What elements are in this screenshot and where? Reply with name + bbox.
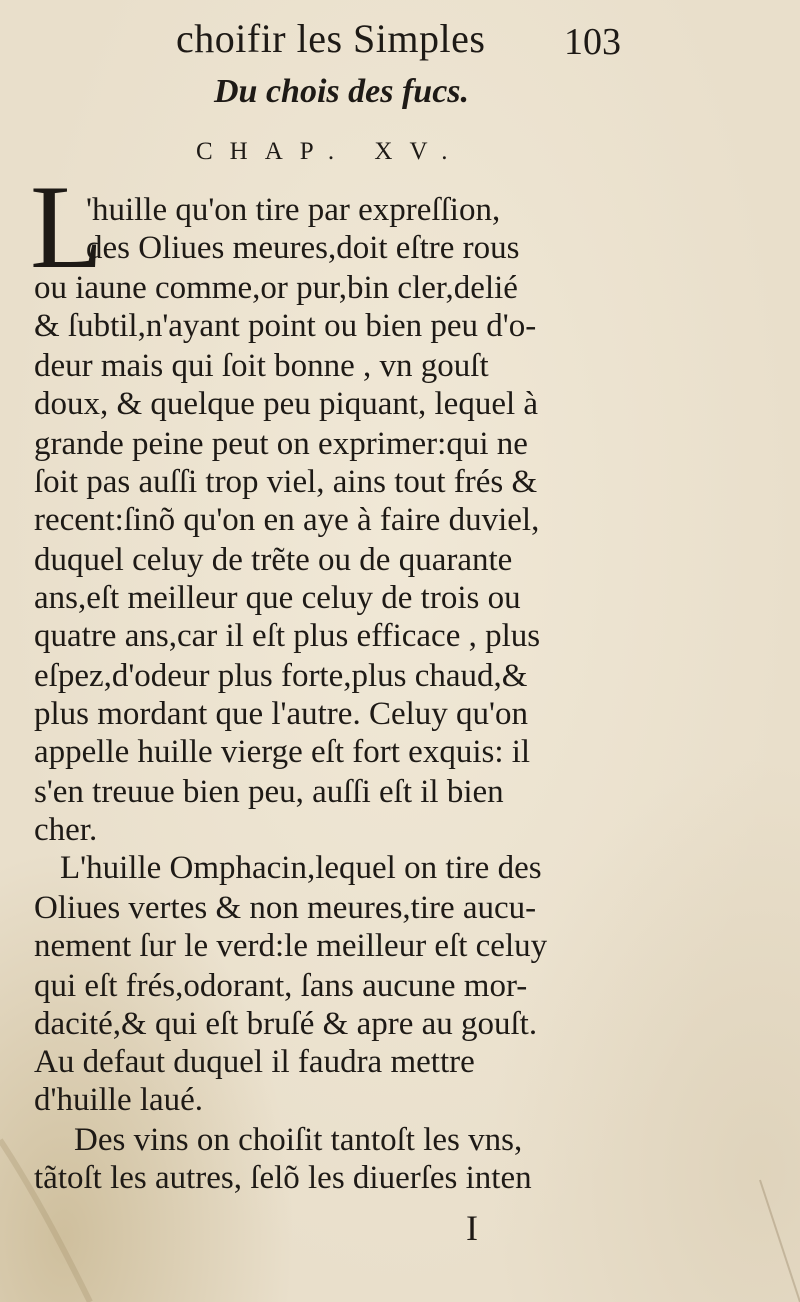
running-head: [176, 14, 656, 64]
text-line: ſoit pas auſſi trop viel, ains tout frés &: [34, 464, 538, 500]
text-line: grande peine peut on exprimer:qui ne: [34, 426, 528, 462]
text-line: ans,eſt meilleur que celuy de trois ou: [34, 580, 521, 616]
text-line: nement ſur le verd:le meilleur eſt celuy: [34, 928, 548, 964]
text-line: qui eſt frés,odorant, ſans aucune mor-: [34, 968, 528, 1004]
running-title: choifir les Simples: [176, 16, 486, 61]
text-line: cher.: [34, 812, 98, 848]
text-line: des Oliues meures,doit eſtre rous: [86, 230, 520, 266]
text-line: ou iaune comme,or pur,bin cler,delié: [34, 270, 518, 306]
text-line: recent:ſinõ qu'on en aye à faire duviel,: [34, 502, 540, 538]
signature-mark: I: [466, 1208, 478, 1248]
text-line: tãtoſt les autres, ſelõ les diuerſes inten: [34, 1160, 532, 1196]
text-line: Des vins on choiſit tantoſt les vns,: [74, 1122, 523, 1158]
text-line: L'huille Omphacin,lequel on tire des: [60, 850, 542, 886]
text-line: deur mais qui ſoit bonne , vn gouſt: [34, 348, 489, 384]
text-line: 'huille qu'on tire par expreſſion,: [86, 192, 501, 228]
text-line: doux, & quelque peu piquant, lequel à: [34, 386, 539, 422]
drop-capital: L: [30, 160, 104, 293]
chapter-heading: CHAP. XV.: [196, 138, 465, 165]
text-line: duquel celuy de trẽte ou de quarante: [34, 542, 513, 578]
section-subtitle: Du chois des fucs.: [214, 73, 470, 110]
text-line: plus mordant que l'autre. Celuy qu'on: [34, 696, 528, 732]
text-line: Au defaut duquel il faudra mettre: [34, 1044, 475, 1080]
text-line: Oliues vertes & non meures,tire aucu-: [34, 890, 537, 926]
page-number: 103: [564, 21, 621, 63]
text-line: appelle huille vierge eſt fort exquis: il: [34, 734, 531, 770]
text-line: eſpez,d'odeur plus forte,plus chaud,&: [34, 658, 528, 694]
text-line: s'en treuue bien peu, auſſi eſt il bien: [34, 774, 504, 810]
text-line: quatre ans,car il eſt plus efficace , plus: [34, 618, 541, 654]
text-line: dacité,& qui eſt bruſé & apre au gouſt.: [34, 1006, 538, 1042]
text-line: & ſubtil,n'ayant point ou bien peu d'o-: [34, 308, 537, 344]
text-line: d'huille laué.: [34, 1082, 204, 1118]
